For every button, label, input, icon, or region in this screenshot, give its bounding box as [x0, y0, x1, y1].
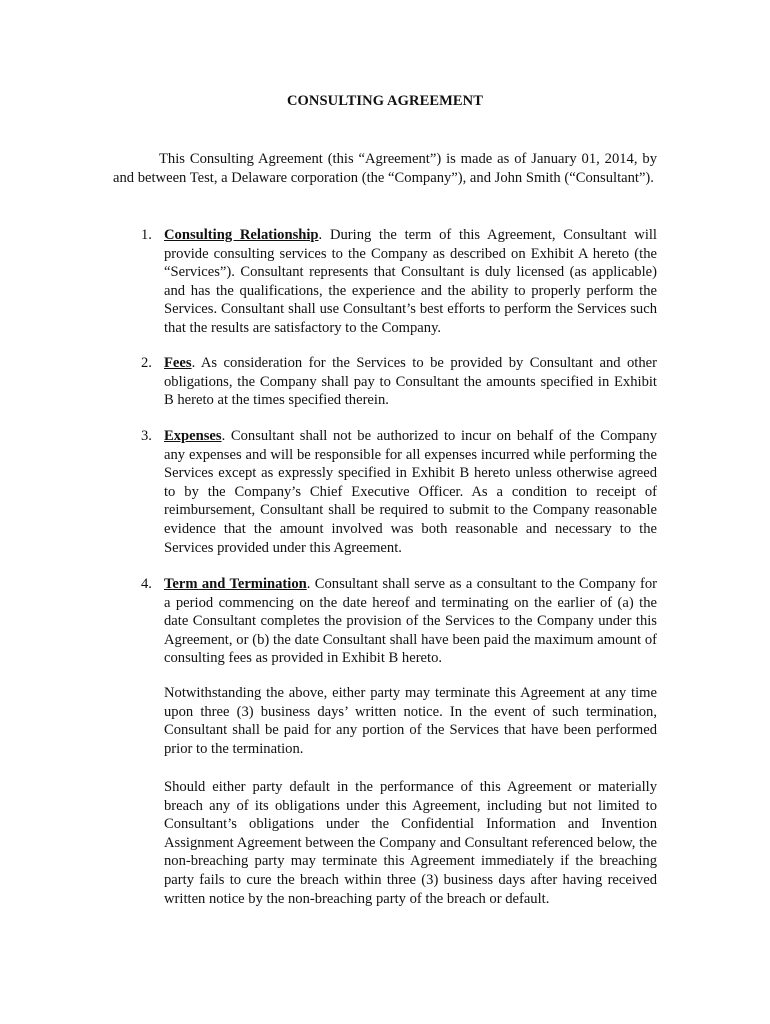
section-heading: Fees	[164, 355, 192, 371]
section-heading: Consulting Relationship	[164, 227, 319, 243]
section-heading: Term and Termination	[164, 576, 307, 592]
section-expenses	[113, 427, 657, 557]
section-number: 1.	[141, 227, 152, 243]
section-number: 4.	[141, 576, 152, 592]
section-term-and-termination	[113, 575, 657, 668]
section-consulting-relationship	[113, 226, 657, 338]
document-title: CONSULTING AGREEMENT	[286, 93, 484, 109]
intro-paragraph: This Consulting Agreement (this “Agreement”) is made as of January 01, 2014, by and between Test, a Delaware corporation (the “Company”), and John Smith (“Consultant”).	[113, 151, 657, 186]
termination-notice-paragraph: Notwithstanding the above, either party may terminate this Agreement at any time upon three (3) business days’ written notice. In the event of such termination, Consultant shall be paid for any portion of the Services that have been performed prior to the termination.	[164, 685, 657, 757]
section-body	[164, 226, 657, 338]
section-body	[164, 427, 657, 557]
section-body	[164, 575, 657, 668]
section-number: 3.	[141, 428, 152, 444]
section-body	[164, 354, 657, 410]
section-fees	[113, 354, 657, 410]
section-text: . Consultant shall not be authorized to incur on behalf of the Company any expenses and will be responsible for all expenses incurred while performing the Services except as expressly specified in Exhibit B hereto unless otherwise agreed to by the Company’s Chief Executive Officer. As a condition to receipt of reimbursement, Consultant shall be required to submit to the Company reasonable evidence that the amount involved was both reasonable and necessary to the Services provided under this Agreement.	[164, 428, 657, 556]
default-breach-paragraph: Should either party default in the performance of this Agreement or materially breach any of its obligations under this Agreement, including but not limited to Consultant’s obligations under the Confidential Information and Invention Assignment Agreement between the Company and Consultant referenced below, the non-breaching party may terminate this Agreement immediately if the breaching party fails to cure the breach within three (3) business days after having received written notice by the non-breaching party of the breach or default.	[164, 779, 657, 907]
section-number: 2.	[141, 355, 152, 371]
section-text: . During the term of this Agreement, Consultant will provide consulting services to the Company as described on Exhibit A hereto (the “Services”). Consultant represents that Consultant is duly licensed (as applicable) and has the qualifications, the experience and the ability to properly perform the Services. Consultant shall use Consultant’s best efforts to perform the Services such that the results are satisfactory to the Company.	[164, 227, 657, 336]
section-text: . Consultant shall serve as a consultant to the Company for a period commencing on the date hereof and terminating on the earlier of (a) the date Consultant completes the provision of the Services to the Company under this Agreement, or (b) the date Consultant shall have been paid the maximum amount of consulting fees as provided in Exhibit B hereto.	[164, 576, 658, 667]
section-heading: Expenses	[164, 428, 222, 444]
section-text: . As consideration for the Services to be provided by Consultant and other obligations, the Company shall pay to Consultant the amounts specified in Exhibit B hereto at the times specified therein.	[164, 355, 657, 409]
